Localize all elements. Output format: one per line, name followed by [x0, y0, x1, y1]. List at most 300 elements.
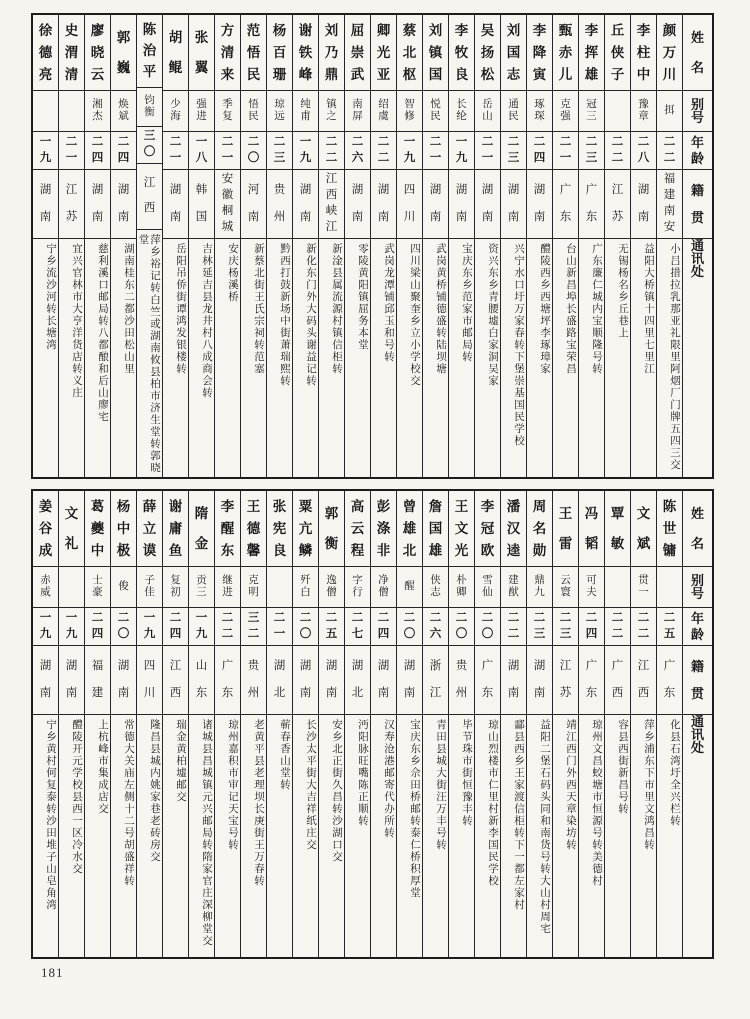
native-cell-char: 州 — [273, 210, 286, 223]
age-cell — [371, 608, 396, 646]
address-cell: 无锡杨名乡丘巷上 — [617, 243, 628, 339]
name-cell-char: 北 — [402, 542, 417, 558]
age-cell-char: 一 — [455, 135, 468, 148]
hao-cell-char: 屏 — [352, 111, 363, 122]
hao-cell-char: 琛 — [534, 111, 545, 122]
native-cell-char: 南 — [39, 210, 52, 223]
name-cell-char: 雷 — [558, 535, 573, 551]
roster-column — [630, 15, 656, 477]
age-cell-char: 九 — [143, 627, 156, 640]
name-cell-char: 民 — [246, 66, 261, 82]
age-cell — [605, 132, 630, 170]
page-number: 181 — [41, 965, 64, 980]
native-cell-char: 山 — [195, 660, 208, 672]
name-cell-char: 礼 — [64, 535, 79, 551]
native-cell — [137, 164, 162, 230]
name-cell — [631, 15, 656, 91]
address-cell: 酃县西乡王家渡信柜转下一都左家村 — [513, 719, 524, 911]
native-cell-char: 江 — [143, 176, 156, 189]
roster-column — [422, 491, 448, 957]
hao-cell — [475, 567, 500, 608]
name-cell — [319, 491, 344, 567]
age-cell-char: 一 — [273, 627, 286, 640]
age-cell — [527, 608, 552, 646]
address-cell: 湖南桂东二都沙田松山里 — [123, 243, 134, 375]
native-cell — [111, 646, 136, 715]
native-cell — [527, 170, 552, 239]
name-cell — [527, 491, 552, 567]
hao-cell-char: 赤 — [40, 575, 51, 586]
address-cell: 新淦县属流源村镇信柜转 — [331, 243, 342, 375]
name-cell-char: 乃 — [324, 44, 339, 60]
age-cell-char: 二 — [247, 627, 260, 640]
age-cell-char: 〇 — [481, 627, 494, 640]
native-cell-char: 湖 — [351, 660, 364, 672]
age-cell-char: 二 — [611, 151, 624, 164]
native-cell-char: 北 — [273, 686, 286, 699]
header-cell — [683, 15, 712, 91]
native-cell-char: 湖 — [91, 184, 104, 196]
hao-cell — [293, 567, 318, 608]
age-cell — [33, 608, 58, 646]
header-cell-char: 别 — [690, 573, 704, 588]
age-cell — [371, 132, 396, 170]
native-cell — [59, 170, 84, 239]
native-cell-char: 贵 — [273, 184, 286, 196]
roster-column — [396, 15, 422, 477]
name-cell — [33, 15, 58, 91]
address-cell: 蕲春香山堂转 — [279, 719, 290, 791]
header-cell-char: 贯 — [690, 686, 704, 701]
roster-column — [162, 15, 188, 477]
name-cell-char: 史 — [64, 22, 79, 38]
native-cell — [345, 170, 370, 239]
name-cell-char: 珊 — [272, 66, 287, 82]
hao-cell-char: 少 — [170, 99, 181, 110]
name-cell-char: 光 — [454, 542, 469, 558]
hao-cell — [397, 567, 422, 608]
native-cell — [319, 170, 344, 239]
address-cell: 诸城县昌城镇元兴邮局转隋家官庄深柳堂交 — [201, 719, 212, 947]
name-cell — [397, 15, 422, 91]
hao-cell — [501, 91, 526, 132]
name-cell — [267, 491, 292, 567]
roster-column — [500, 491, 526, 957]
native-cell-char: 南 — [91, 210, 104, 223]
hao-cell-char: 甫 — [300, 111, 311, 122]
age-cell-char: 四 — [117, 151, 130, 164]
name-cell-char: 王 — [246, 498, 261, 514]
age-cell-char: 四 — [169, 627, 182, 640]
hao-cell-char: 初 — [170, 587, 181, 598]
age-cell-char: 九 — [65, 627, 78, 640]
age-cell-char: 二 — [169, 135, 182, 148]
address-cell: 上杭峰市集成店交 — [97, 719, 108, 815]
age-cell — [189, 132, 214, 170]
hao-cell-char: 歼 — [300, 575, 311, 586]
roster-column — [552, 15, 578, 477]
native-cell-char: 州 — [455, 686, 468, 699]
name-cell-char: 彭 — [376, 498, 391, 514]
name-cell — [33, 491, 58, 567]
age-cell-char: 一 — [559, 151, 572, 164]
header-cell — [683, 646, 712, 715]
name-cell — [111, 491, 136, 567]
age-cell-char: 〇 — [247, 151, 260, 164]
native-cell-char: 河 — [247, 184, 260, 196]
name-cell-char: 郭 — [116, 30, 131, 45]
age-cell — [59, 608, 84, 646]
name-cell — [215, 491, 240, 567]
hao-cell-char: 焕 — [118, 99, 129, 110]
native-cell — [137, 646, 162, 715]
name-cell-char: 中 — [636, 66, 651, 82]
roster-column — [448, 15, 474, 477]
roster-column — [266, 491, 292, 957]
roster-column — [240, 15, 266, 477]
hao-cell-char: 净 — [378, 575, 389, 586]
age-cell-char: 九 — [403, 151, 416, 164]
hao-cell-char: 雪 — [482, 575, 493, 586]
roster-table-bottom — [31, 489, 714, 959]
native-cell-char: 湖 — [403, 660, 416, 672]
age-cell-char: 〇 — [455, 627, 468, 640]
name-cell — [293, 491, 318, 567]
native-cell-char: 广 — [663, 660, 676, 672]
hao-cell — [137, 88, 162, 127]
roster-column — [188, 491, 214, 957]
hao-cell — [111, 567, 136, 608]
native-cell-char: 东 — [195, 686, 208, 699]
age-cell — [85, 608, 110, 646]
age-cell-char: 〇 — [299, 627, 312, 640]
name-cell-char: 刘 — [506, 22, 521, 38]
name-cell — [85, 491, 110, 567]
name-cell-char: 铁 — [298, 44, 313, 60]
native-cell — [189, 646, 214, 715]
age-cell — [267, 608, 292, 646]
native-cell-char: 湖 — [455, 184, 468, 196]
age-cell-char: 六 — [351, 151, 364, 164]
name-cell-char: 馨 — [246, 542, 261, 558]
address-cell: 台山新昌埠长盛路宝荣昌 — [565, 243, 576, 375]
hao-cell-char: 僧 — [378, 587, 389, 598]
name-cell-char: 渭 — [64, 44, 79, 60]
native-cell-char: 江 — [559, 660, 572, 672]
name-cell-char: 谷 — [38, 520, 53, 536]
age-cell-char: 三 — [559, 627, 572, 640]
header-cell-char: 处 — [690, 740, 704, 755]
hao-cell-char: 仙 — [482, 587, 493, 598]
name-cell-char: 云 — [350, 520, 365, 536]
native-cell-char: 东 — [663, 686, 676, 699]
age-cell-char: 一 — [65, 151, 78, 164]
name-cell-char: 巍 — [116, 59, 131, 75]
name-cell — [631, 491, 656, 567]
age-cell — [423, 132, 448, 170]
hao-cell-char: 可 — [586, 575, 597, 586]
hao-cell — [605, 91, 630, 132]
name-cell — [371, 491, 396, 567]
native-cell-char: 州 — [247, 686, 260, 699]
age-cell-char: 二 — [221, 135, 234, 148]
age-cell-char: 一 — [39, 135, 52, 148]
header-cell-char: 籍 — [690, 659, 704, 674]
hao-cell-char: 子 — [144, 575, 155, 586]
native-cell-char: 桐 — [221, 205, 234, 218]
native-cell — [423, 170, 448, 239]
native-cell-char: 广 — [585, 184, 598, 196]
age-cell-char: 二 — [169, 611, 182, 624]
age-cell-char: 八 — [195, 151, 208, 164]
native-cell-char: 江 — [65, 184, 78, 196]
name-cell — [449, 15, 474, 91]
native-cell — [111, 170, 136, 239]
hao-cell — [241, 567, 266, 608]
name-cell-char: 雄 — [428, 542, 443, 558]
name-cell — [579, 491, 604, 567]
roster-column — [318, 491, 344, 957]
native-cell-char: 江 — [169, 660, 182, 672]
name-cell-char: 北 — [402, 44, 417, 60]
name-cell-char: 德 — [38, 44, 53, 60]
roster-column — [266, 15, 292, 477]
native-cell-char: 南 — [65, 686, 78, 699]
name-cell-char: 峰 — [298, 66, 313, 82]
hao-cell-char: 佳 — [144, 587, 155, 598]
hao-cell — [423, 567, 448, 608]
header-cell-char: 名 — [690, 535, 704, 551]
roster-column — [58, 491, 84, 957]
native-cell-char: 东 — [481, 686, 494, 699]
native-cell — [475, 646, 500, 715]
native-cell — [371, 646, 396, 715]
native-cell — [527, 646, 552, 715]
hao-cell-char: 通 — [508, 99, 519, 110]
age-cell-char: 二 — [507, 611, 520, 624]
name-cell-char: 崇 — [350, 44, 365, 60]
name-cell-char: 平 — [142, 64, 157, 80]
hao-cell — [501, 567, 526, 608]
hao-cell-char: 强 — [560, 111, 571, 122]
name-cell-char: 镛 — [662, 542, 677, 558]
native-cell-char: 建 — [663, 189, 676, 202]
hao-cell — [319, 567, 344, 608]
hao-cell — [657, 91, 682, 132]
age-cell — [605, 608, 630, 646]
age-cell — [475, 608, 500, 646]
age-cell-char: 九 — [455, 151, 468, 164]
name-cell-char: 中 — [90, 542, 105, 558]
name-cell-char: 李 — [584, 22, 599, 38]
native-cell — [345, 646, 370, 715]
native-cell-char: 南 — [637, 210, 650, 223]
name-cell-char: 方 — [220, 22, 235, 38]
native-cell-char: 东 — [585, 686, 598, 699]
address-cell: 宜兴官林市大亨洋货店转义庄 — [71, 243, 82, 399]
name-cell-char: 王 — [454, 498, 469, 514]
native-cell-char: 国 — [195, 210, 208, 223]
age-cell-char: 四 — [377, 627, 390, 640]
hao-cell-char: 海 — [170, 111, 181, 122]
header-cell-char: 姓 — [690, 506, 704, 522]
hao-cell-char: 智 — [404, 99, 415, 110]
age-cell — [293, 608, 318, 646]
header-cell-char: 号 — [690, 586, 704, 601]
hao-cell — [85, 567, 110, 608]
hao-cell-char: 复 — [170, 575, 181, 586]
header-cell-char: 年 — [690, 610, 704, 626]
native-cell — [475, 170, 500, 239]
age-cell-char: 七 — [351, 627, 364, 640]
name-cell-char: 刘 — [428, 22, 443, 38]
hao-cell — [267, 567, 292, 608]
native-cell — [215, 170, 240, 239]
hao-cell-char: 卿 — [456, 587, 467, 598]
header-column — [682, 15, 712, 477]
age-cell — [423, 608, 448, 646]
age-cell — [631, 608, 656, 646]
age-cell — [215, 132, 240, 170]
hao-cell-char: 虞 — [378, 111, 389, 122]
name-cell-char: 卿 — [376, 22, 391, 38]
hao-cell-char: 俊 — [118, 581, 129, 592]
hao-cell-char: 威 — [40, 587, 51, 598]
age-cell-char: 二 — [481, 135, 494, 148]
hao-cell-char: 贯 — [638, 575, 649, 586]
age-cell-char: 二 — [65, 135, 78, 148]
address-cell: 零陵黄阳镇屈务本堂 — [357, 243, 368, 351]
native-cell — [293, 646, 318, 715]
address-cell: 琼山烈楼市仁里村新李国民学校 — [487, 719, 498, 887]
name-cell — [605, 15, 630, 91]
hao-cell — [215, 567, 240, 608]
age-cell-char: 一 — [195, 611, 208, 624]
name-cell — [423, 491, 448, 567]
age-cell-char: 三 — [533, 627, 546, 640]
roster-column — [474, 15, 500, 477]
name-cell-char: 程 — [350, 542, 365, 558]
native-cell-char: 南 — [663, 205, 676, 218]
hao-cell — [605, 567, 630, 608]
hao-cell-char: 岳 — [482, 99, 493, 110]
age-cell — [553, 608, 578, 646]
address-cell: 黔西打鼓新场中街萧瑞熙转 — [279, 243, 290, 387]
hao-cell — [137, 567, 162, 608]
age-cell-char: 二 — [247, 135, 260, 148]
address-cell: 琼州文昌蛟塘市恒源号转美德村 — [591, 719, 602, 887]
header-cell-char: 通 — [690, 239, 704, 253]
hao-cell-char: 士 — [92, 575, 103, 586]
name-cell-char: 牧 — [454, 44, 469, 60]
hao-cell-char: 醒 — [404, 581, 415, 592]
hao-cell — [345, 567, 370, 608]
name-cell-char: 亢 — [298, 520, 313, 536]
hao-cell-char: 民 — [248, 111, 259, 122]
name-cell-char: 文 — [636, 506, 651, 521]
roster-column — [136, 491, 162, 957]
age-cell-char: 二 — [91, 135, 104, 148]
address-cell: 长沙太平街大吉祥纸庄交 — [305, 719, 316, 851]
native-cell-char: 南 — [403, 686, 416, 699]
native-cell — [579, 170, 604, 239]
native-cell — [657, 646, 682, 715]
name-cell-char: 扬 — [480, 44, 495, 60]
age-cell-char: 二 — [221, 627, 234, 640]
header-cell-char: 名 — [690, 59, 704, 75]
name-cell-char: 治 — [142, 43, 157, 59]
hao-cell-char: 复 — [222, 111, 233, 122]
age-cell-char: 四 — [585, 627, 598, 640]
name-cell-char: 清 — [64, 66, 79, 82]
native-cell-char: 湖 — [351, 184, 364, 196]
hao-cell — [345, 91, 370, 132]
hao-cell — [163, 91, 188, 132]
name-cell-char: 夔 — [90, 520, 105, 536]
native-cell-char: 安 — [221, 173, 234, 186]
native-cell — [631, 646, 656, 715]
native-cell-char: 湖 — [429, 184, 442, 196]
name-cell — [527, 15, 552, 91]
address-cell: 醴陵开元学校县西一区冷水交 — [71, 719, 82, 875]
age-cell-char: 九 — [299, 151, 312, 164]
age-cell-char: 九 — [39, 151, 52, 164]
hao-cell — [631, 567, 656, 608]
age-cell — [345, 132, 370, 170]
header-cell — [683, 715, 712, 957]
age-cell-char: 二 — [585, 611, 598, 624]
name-cell-char: 胡 — [168, 30, 183, 45]
name-cell — [397, 491, 422, 567]
header-cell-char: 龄 — [690, 151, 704, 167]
roster-column — [604, 15, 630, 477]
age-cell-char: 二 — [429, 611, 442, 624]
name-cell-char: 覃 — [610, 506, 625, 521]
age-cell-char: 一 — [65, 611, 78, 624]
native-cell-char: 广 — [611, 660, 624, 672]
age-cell-char: 一 — [299, 135, 312, 148]
native-cell-char: 南 — [481, 210, 494, 223]
age-cell-char: 四 — [533, 151, 546, 164]
native-cell — [423, 646, 448, 715]
native-cell-char: 徽 — [221, 189, 234, 202]
age-cell-char: 二 — [325, 135, 338, 148]
roster-column — [656, 491, 682, 957]
native-cell-char: 川 — [403, 210, 416, 223]
name-cell-char: 丘 — [610, 22, 625, 38]
native-cell-char: 湖 — [273, 660, 286, 672]
native-cell — [449, 646, 474, 715]
age-cell-char: 六 — [429, 627, 442, 640]
address-cell: 武岗黄桥铺德盛转陆坝塘 — [435, 243, 446, 375]
hao-cell-char: 章 — [638, 111, 649, 122]
hao-cell — [33, 567, 58, 608]
native-cell — [371, 170, 396, 239]
roster-column — [370, 15, 396, 477]
name-cell-char: 周 — [532, 498, 547, 514]
age-cell — [501, 132, 526, 170]
hao-cell-char: 三 — [196, 587, 207, 598]
name-cell-char: 李 — [480, 498, 495, 514]
hao-cell — [111, 91, 136, 132]
hao-cell-char: 衡 — [144, 106, 155, 118]
hao-cell-char: 琼 — [274, 99, 285, 110]
address-cell: 新蔡北街王氏宗祠转范塞 — [253, 243, 264, 375]
roster-column — [240, 491, 266, 957]
hao-cell-char: 杰 — [92, 111, 103, 122]
name-cell-char: 张 — [272, 498, 287, 514]
header-cell — [683, 170, 712, 239]
